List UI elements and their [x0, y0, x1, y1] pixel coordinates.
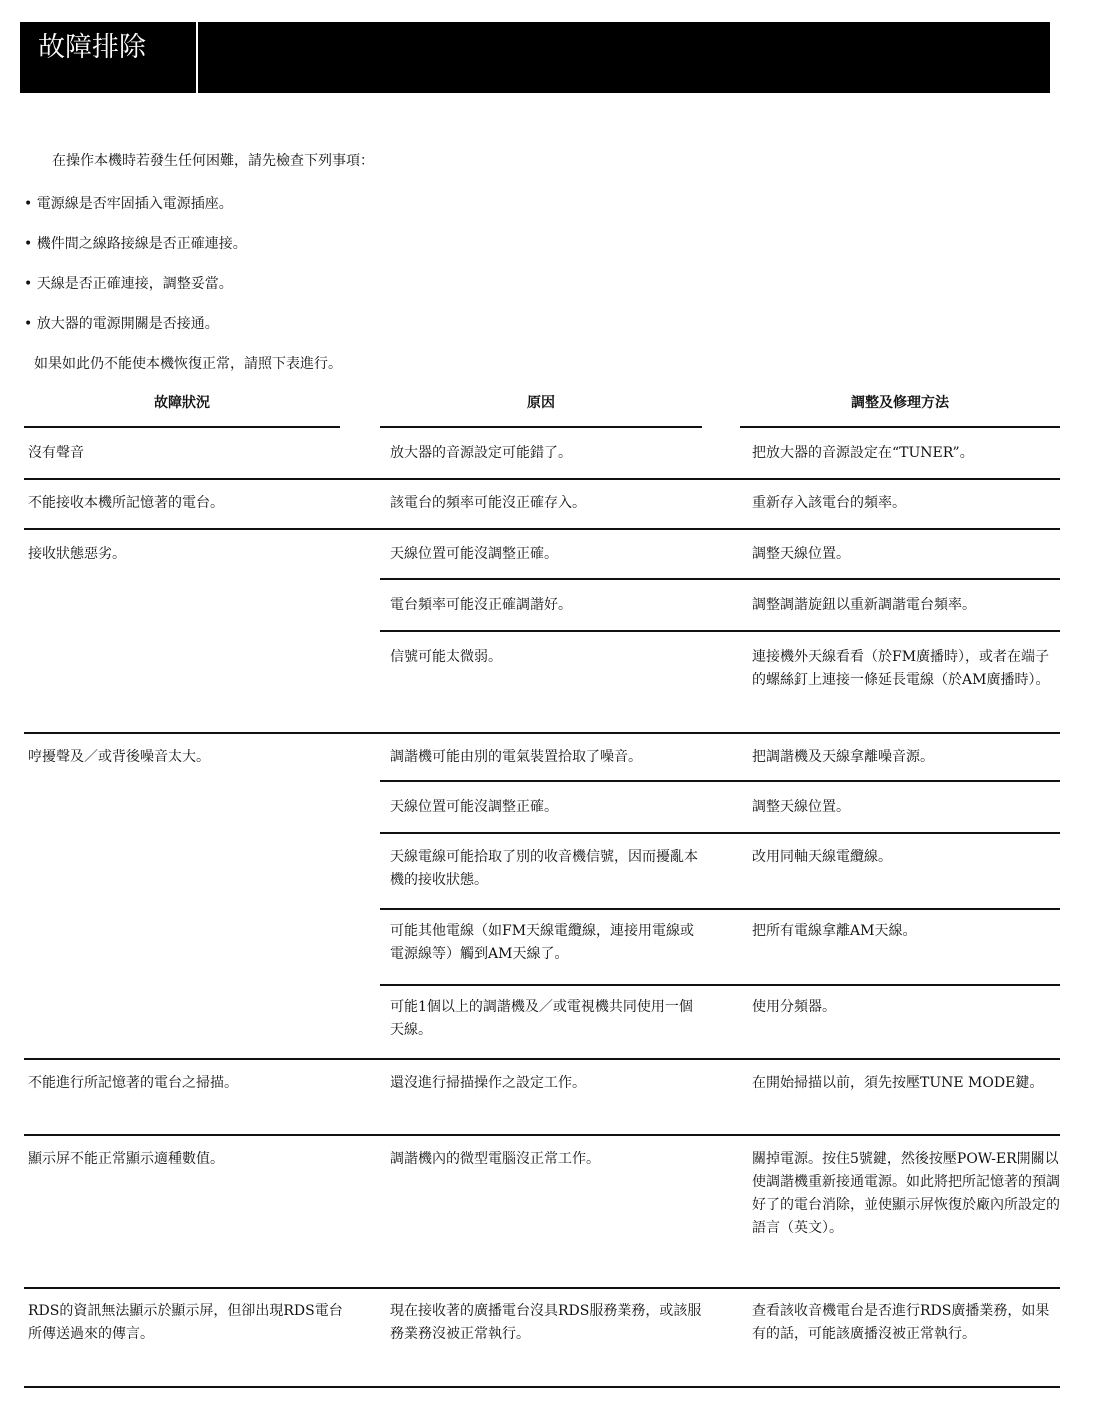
row-divider [380, 908, 1060, 910]
cause-cell: 信號可能太微弱。 [390, 649, 502, 665]
table-bottom-rule [24, 1386, 1060, 1388]
cause-cell: 天線位置可能沒調整正確。 [390, 546, 558, 562]
remedy-cell: 重新存入該電台的頻率。 [752, 495, 906, 511]
column-header-cause: 原因 [527, 395, 555, 411]
row-divider [380, 984, 1060, 986]
section-header-bar [20, 22, 1050, 93]
symptom-cell: 不能接收本機所記憶著的電台。 [28, 495, 224, 511]
symptom-cell: 哼擾聲及／或背後噪音太大。 [28, 749, 210, 765]
group-divider [24, 528, 1060, 530]
remedy-cell: 把調諧機及天線拿離噪音源。 [752, 749, 934, 765]
remedy-cell: 查看該收音機電台是否進行RDS廣播業務，如果有的話，可能該廣播沒被正常執行。 [752, 1303, 1050, 1342]
remedy-cell: 把所有電線拿離AM天線。 [752, 923, 917, 939]
symptom-cell: 不能進行所記憶著的電台之掃描。 [28, 1075, 238, 1091]
header-rule [740, 426, 1060, 428]
check-item: • 放大器的電源開關是否接通。 [24, 313, 219, 333]
cause-cell: 還沒進行掃描操作之設定工作。 [390, 1075, 586, 1091]
cause-cell: 天線電線可能拾取了別的收音機信號，因而擾亂本機的接收狀態。 [390, 849, 698, 888]
column-header-remedy: 調整及修理方法 [851, 395, 949, 411]
remedy-cell: 關掉電源。按住5號鍵，然後按壓POW-ER開關以使調諧機重新接通電源。如此將把所記憶著的預調好了的電台消除，並使顯示屏恢復於廠內所設定的語言（英文）。 [752, 1151, 1060, 1236]
check-item: • 電源線是否牢固插入電源插座。 [24, 193, 233, 213]
remedy-cell: 調整天線位置。 [752, 799, 850, 815]
group-divider [24, 478, 1060, 480]
row-divider [380, 630, 1060, 632]
cause-cell: 可能1個以上的調諧機及／或電視機共同使用一個天線。 [390, 999, 693, 1038]
header-rule [24, 426, 340, 428]
column-header-symptom: 故障狀況 [154, 395, 210, 411]
row-divider [380, 578, 1060, 580]
group-divider [24, 1287, 1060, 1289]
symptom-cell: RDS的資訊無法顯示於顯示屏，但卻出現RDS電台所傳送過來的傳言。 [28, 1303, 343, 1342]
cause-cell: 可能其他電線（如FM天線電纜線，連接用電線或電源線等）觸到AM天線了。 [390, 923, 695, 962]
row-divider [380, 832, 1060, 834]
cause-cell: 該電台的頻率可能沒正確存入。 [390, 495, 586, 511]
section-title: 故障排除 [38, 32, 146, 63]
intro-note: 如果如此仍不能使本機恢復正常，請照下表進行。 [34, 356, 342, 372]
header-rule [380, 426, 702, 428]
remedy-cell: 調整調諧旋鈕以重新調諧電台頻率。 [752, 597, 976, 613]
cause-cell: 電台頻率可能沒正確調諧好。 [390, 597, 572, 613]
cause-cell: 調諧機內的微型電腦沒正常工作。 [390, 1151, 600, 1167]
intro-lead: 在操作本機時若發生任何困難，請先檢查下列事項： [52, 153, 374, 169]
check-item: • 機件間之線路接線是否正確連接。 [24, 233, 247, 253]
cause-cell: 現在接收著的廣播電台沒具RDS服務業務，或該服務業務沒被正常執行。 [390, 1303, 702, 1342]
group-divider [24, 1058, 1060, 1060]
cause-cell: 放大器的音源設定可能錯了。 [390, 445, 572, 461]
row-divider [380, 780, 1060, 782]
cause-cell: 天線位置可能沒調整正確。 [390, 799, 558, 815]
check-item: • 天線是否正確連接，調整妥當。 [24, 273, 233, 293]
symptom-cell: 沒有聲音 [28, 445, 84, 461]
remedy-cell: 把放大器的音源設定在“TUNER”。 [752, 445, 974, 461]
remedy-cell: 在開始掃描以前，須先按壓TUNE MODE鍵。 [752, 1075, 1044, 1091]
remedy-cell: 連接機外天線看看（於FM廣播時），或者在端子的螺絲釘上連接一條延長電線（於AM廣播時）。 [752, 649, 1050, 688]
cause-cell: 調諧機可能由別的電氣裝置拾取了噪音。 [390, 749, 642, 765]
remedy-cell: 使用分頻器。 [752, 999, 836, 1015]
header-divider [196, 22, 198, 93]
symptom-cell: 接收狀態惡劣。 [28, 546, 126, 562]
remedy-cell: 改用同軸天線電纜線。 [752, 849, 892, 865]
group-divider [24, 1134, 1060, 1136]
remedy-cell: 調整天線位置。 [752, 546, 850, 562]
group-divider [24, 732, 1060, 734]
symptom-cell: 顯示屏不能正常顯示適種數值。 [28, 1151, 224, 1167]
